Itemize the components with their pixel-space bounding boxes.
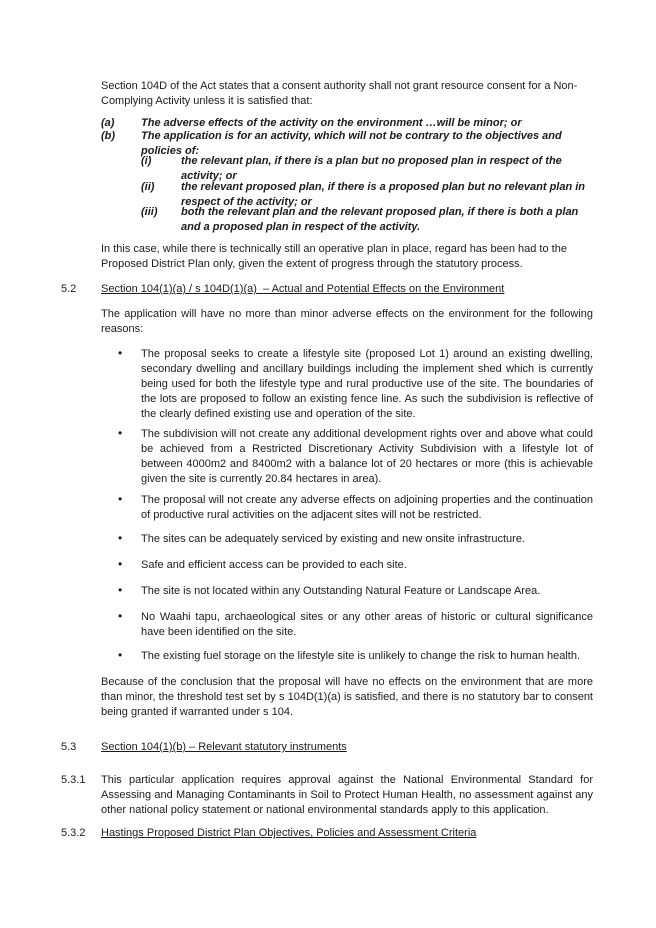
bullet-marker: •	[118, 609, 123, 623]
bullet-item-adjoining-properties: The proposal will not create any adverse effects on adjoining properties and the continuation of productive rural activities on the adjacent sites will not be restricted.	[141, 494, 593, 521]
effects-intro: The application will have no more than minor adverse effects on the environment for the following reasons:	[101, 308, 593, 335]
bullet-marker: •	[118, 531, 123, 545]
intro-paragraph: Section 104D of the Act states that a consent authority shall not grant resource consent for a Non-Complying Activity unless it is satisfied that:	[101, 80, 578, 107]
condition-b-label: (b)	[101, 130, 116, 142]
subcondition-ii-label: (ii)	[141, 181, 155, 193]
condition-a-text: The adverse effects of the activity on the environment …will be minor; or	[141, 117, 522, 129]
bullet-item-landscape: The site is not located within any Outstanding Natural Feature or Landscape Area.	[141, 585, 541, 597]
section-5-3-1-number: 5.3.1	[61, 774, 86, 786]
bullet-marker: •	[118, 557, 123, 571]
subcondition-iii-label: (iii)	[141, 206, 158, 218]
subcondition-ii-text: the relevant proposed plan, if there is a proposed plan but no relevant plan in respect of the activity; or	[181, 181, 586, 208]
bullet-item-development-rights: The subdivision will not create any additional development rights over and above what could be achieved from a Restricted Discretionary Activity Subdivision with a lifestyle lot of between 4000m2 and 8400m2 with a balance lot of 20 hectares or more (this is achievable given the site is currently 20.84 hectares in area).	[141, 428, 593, 485]
section-5-3-title: Section 104(1)(b) – Relevant statutory instruments	[101, 741, 347, 753]
section-5-3-number: 5.3	[61, 741, 77, 753]
bullet-marker: •	[118, 426, 123, 440]
section-5-3-2-number: 5.3.2	[61, 827, 86, 839]
section-5-2-number: 5.2	[61, 283, 77, 295]
subcondition-iii-text: both the relevant plan and the relevant proposed plan, if there is both a plan and a proposed plan in respect of the activity.	[181, 206, 579, 233]
condition-b-text: The application is for an activity, which will not be contrary to the objectives and policies of:	[141, 130, 562, 157]
section-5-2-title: Section 104(1)(a) / s 104D(1)(a) – Actual and Potential Effects on the Environment	[101, 283, 505, 295]
subcondition-i-text: the relevant plan, if there is a plan but no proposed plan in respect of the activity; or	[181, 155, 562, 182]
conclusion-paragraph: Because of the conclusion that the proposal will have no effects on the environment that are more than minor, the threshold test set by s 104D(1)(a) is satisfied, and there is no statutory bar to consent being granted if warranted under s 104.	[101, 676, 593, 718]
section-5-3-2-title: Hastings Proposed District Plan Objectives, Policies and Assessment Criteria	[101, 827, 477, 839]
bullet-item-servicing: The sites can be adequately serviced by existing and new onsite infrastructure.	[141, 533, 525, 545]
condition-a-label: (a)	[101, 117, 115, 129]
section-5-3-1-text: This particular application requires approval against the National Environmental Standard for Assessing and Managing Contaminants in Soil to Protect Human Health, no assessment against any other national policy statement or national environmental standards apply to this application.	[101, 774, 593, 816]
bullet-item-waahi-tapu: No Waahi tapu, archaeological sites or any other areas of historic or cultural significance have been identified on the site.	[141, 611, 593, 638]
bullet-marker: •	[118, 648, 123, 662]
subcondition-i-label: (i)	[141, 155, 152, 167]
bullet-marker: •	[118, 346, 123, 360]
case-paragraph: In this case, while there is technically still an operative plan in place, regard has been had to the Proposed District Plan only, given the extent of progress through the statutory process.	[101, 243, 567, 270]
bullet-item-lifestyle-site: The proposal seeks to create a lifestyle site (proposed Lot 1) around an existing dwelling, secondary dwelling and ancillary buildings including the implement shed which is currently being used for both the lifestyle type and rural productive use of the site. The boundaries of the lots are proposed to follow an existing fence line. As such the subdivision is reflective of the clearly defined existing use and operation of the site.	[141, 348, 593, 420]
bullet-marker: •	[118, 492, 123, 506]
bullet-item-access: Safe and efficient access can be provided to each site.	[141, 559, 407, 571]
bullet-marker: •	[118, 583, 123, 597]
bullet-item-fuel-storage: The existing fuel storage on the lifestyle site is unlikely to change the risk to human health.	[141, 650, 581, 662]
